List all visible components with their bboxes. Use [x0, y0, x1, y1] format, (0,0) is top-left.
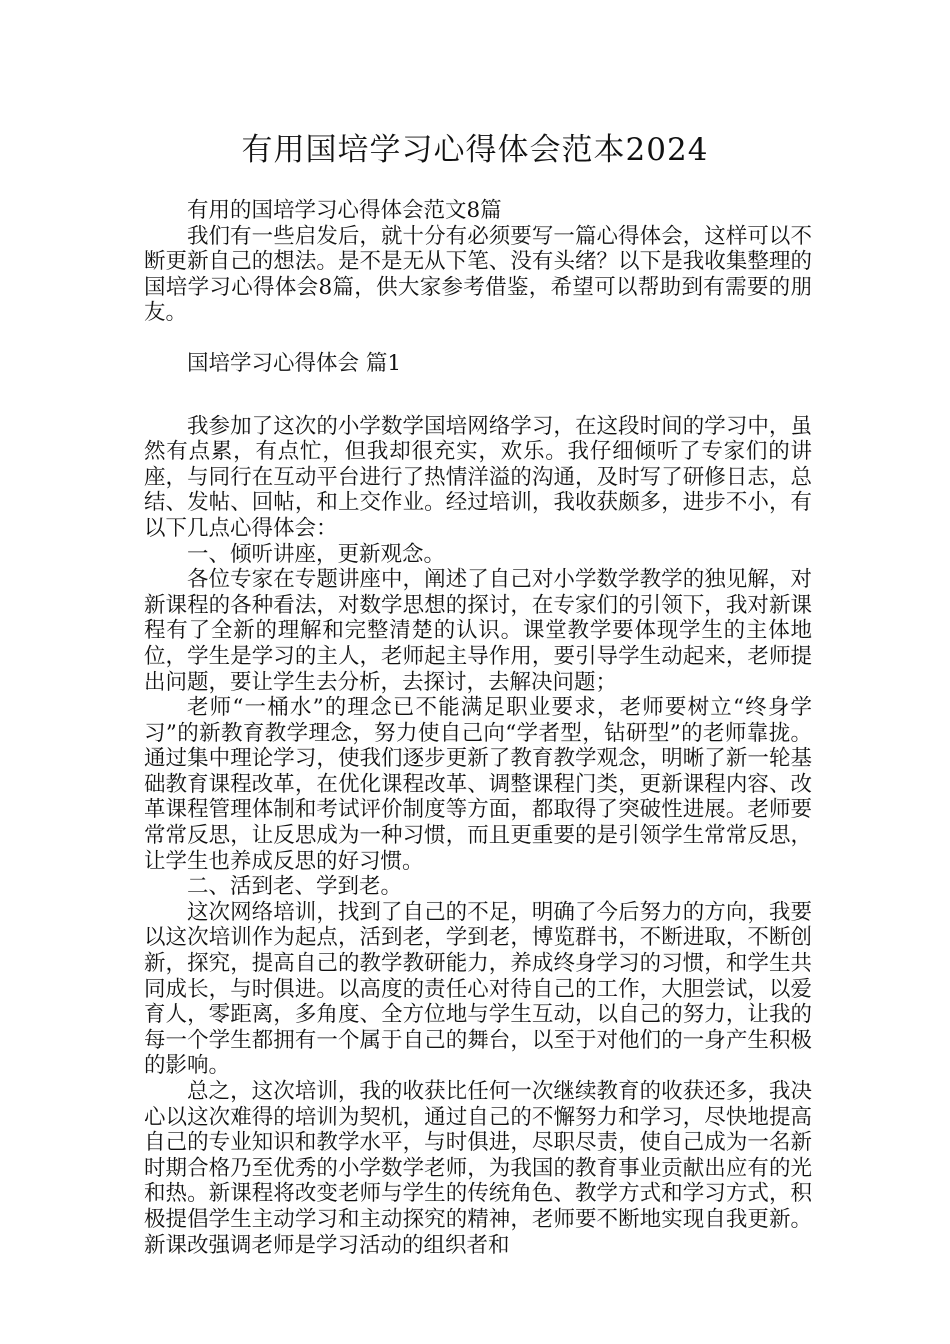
spacer — [144, 377, 812, 414]
body-paragraph: 我参加了这次的小学数学国培网络学习，在这段时间的学习中，虽然有点累，有点忙，但我却很充实，欢乐。我仔细倾听了专家们的讲座，与同行在互动平台进行了热情洋溢的沟通，及时写了研修日志，总结、发帖、回帖，和上交作业。经过培训，我收获颇多，进步不小，有以下几点心得体会： — [144, 413, 812, 541]
body-paragraph: 各位专家在专题讲座中，阐述了自己对小学数学教学的独见解，对新课程的各种看法，对数学思想的探讨，在专家们的引领下，我对新课程有了全新的理解和完整清楚的认识。课堂教学要体现学生的主体地位，学生是学习的主人，老师起主导作用，要引导学生动起来，老师提出问题，要让学生去分析，去探讨，去解决问题； — [144, 567, 812, 695]
section-heading: 国培学习心得体会 篇1 — [187, 350, 402, 376]
subheading-paragraph: 二、活到老、学到老。 — [187, 874, 403, 900]
document-subtitle: 有用的国培学习心得体会范文8篇 — [187, 198, 502, 223]
spacer — [144, 326, 812, 351]
subheading-paragraph: 一、倾听讲座，更新观念。 — [187, 541, 446, 567]
document-body — [144, 198, 812, 1258]
body-paragraph: 老师“一桶水”的理念已不能满足职业要求，老师要树立“终身学习”的新教育教学理念，努力使自己向“学者型，钻研型”的老师靠拢。通过集中理论学习，使我们逐步更新了教育教学观念，明晰了新一轮基础教育课程改革，在优化课程改革、调整课程门类，更新课程内容、改革课程管理体制和考试评价制度等方面，都取得了突破性进展。老师要常常反思，让反思成为一种习惯，而且更重要的是引领学生常常反思，让学生也养成反思的好习惯。 — [144, 695, 812, 874]
intro-paragraph: 我们有一些启发后，就十分有必须要写一篇心得体会，这样可以不断更新自己的想法。是不是无从下笔、没有头绪？以下是我收集整理的国培学习心得体会8篇，供大家参考借鉴，希望可以帮助到有需要的朋友。 — [144, 223, 812, 326]
body-paragraph: 总之，这次培训，我的收获比任何一次继续教育的收获还多，我决心以这次难得的培训为契机，通过自己的不懈努力和学习，尽快地提高自己的专业知识和教学水平，与时俱进，尽职尽责，使自己成为一名新时期合格乃至优秀的小学数学老师，为我国的教育事业贡献出应有的光和热。新课程将改变老师与学生的传统角色、教学方式和学习方式，积极提倡学生主动学习和主动探究的精神，老师要不断地实现自我更新。新课改强调老师是学习活动的组织者和 — [144, 1079, 812, 1258]
document-title: 有用国培学习心得体会范本2024 — [241, 132, 709, 168]
body-paragraph: 这次网络培训，找到了自己的不足，明确了今后努力的方向，我要以这次培训作为起点，活到老，学到老，博览群书，不断进取，不断创新，探究，提高自己的教学教研能力，养成终身学习的习惯，和学生共同成长，与时俱进。以高度的责任心对待自己的工作，大胆尝试，以爱育人，零距离，多角度、全方位地与学生互动，以自己的努力，让我的每一个学生都拥有一个属于自己的舞台，以至于对他们的一身产生积极的影响。 — [144, 899, 812, 1079]
